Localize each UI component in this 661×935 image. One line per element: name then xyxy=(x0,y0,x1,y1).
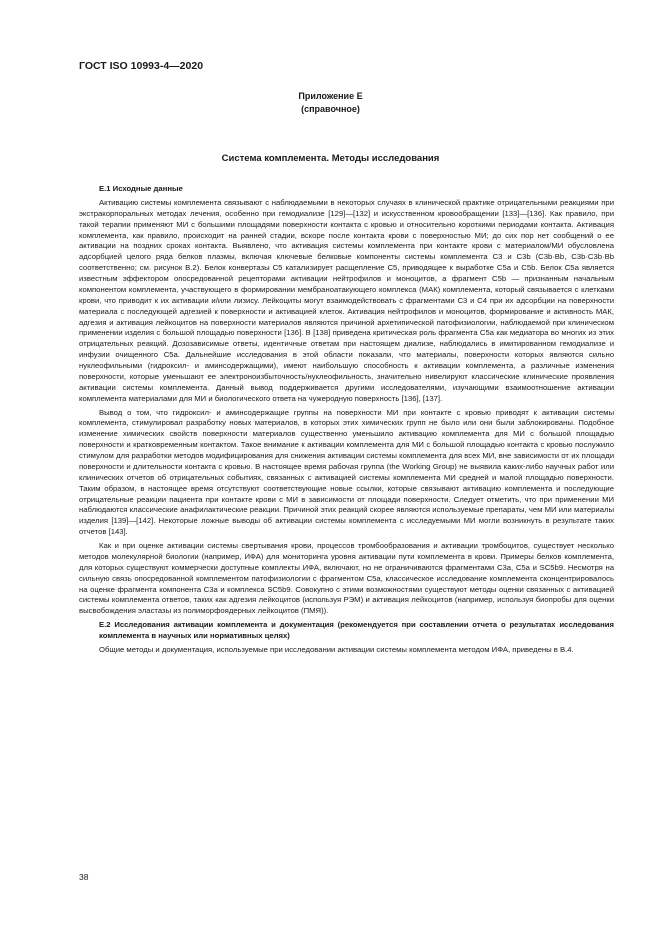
paragraph: Общие методы и документация, используемые при исследовании активации системы комплемента методом ИФА, приведены в В.4. xyxy=(99,644,574,654)
section-heading-e1: Е.1 Исходные данные xyxy=(99,184,183,193)
document-body xyxy=(79,184,614,659)
document-id-header: ГОСТ ISO 10993-4—2020 xyxy=(79,60,204,72)
page-title: Система комплемента. Методы исследования xyxy=(221,153,440,164)
paragraph: Как и при оценке активации системы свертывания крови, процессов тромбообразования и активации тромбоцитов, существует несколько методов молекулярной биологии (например, ИФА) для мониторинга уровня активации пути комплемента в крови. Примеры белков комплемента, для которых существуют коммерчески доступные комплекты ИФА, включают, но не ограничиваются фрагментами С3а, С5а и SC5b9. Несмотря на сильную связь опосредованной комплементом патофизиологии с фрагментом С5а, классическое исследование комплемента сконцентрировалось на оценке фрагмента компонента С3а и комплекса SC5b9. Совокупно с этими возможностями существуют методы оценки связанных с активацией системы комплемента ответов, таких как адгезия лейкоцитов (используя РЭМ) и активация лейкоцитов (например, используя биопробы для оценки высвобождения эластазы из полиморфоядерных лейкоцитов (ПМЯ)). xyxy=(79,541,614,616)
annex-label xyxy=(0,90,661,116)
paragraph: Вывод о том, что гидроксил- и аминсодержащие группы на поверхности МИ при контакте с кровью приводят к активации системы комплемента, стимулировал разработку новых материалов, в которых этих химических групп не было или они были заблокированы. Подобное изменение химических свойств поверхности материалов существенно уменьшило активацию комплемента для МИ с большой площадью поверхности и кратковременным контактом. Такое внимание к активации комплемента для МИ с большой площадью контакта с кровью послужило стимулом для разработки методов модифицирования для снижения активации системы комплемента для всех МИ, вне зависимости от их площади поверхности и длительности контакта с кровью. В настоящее время рабочая группа (the Working Group) не выявила каких-либо научных работ или клинических отчетов об отрицательных событиях, связанных с активацией системы комплемента МИ средней и малой площадью поверхности. Таким образом, в настоящее время отсутствуют соответствующие новые ссылки, которые связывают активацию комплемента и последующие отрицательные реакции пациента при контакте крови с МИ в зависимости от площади поверхности. Следует отметить, что при применении МИ наблюдаются классические анафилактические реакции. Причиной этих реакций скорее являются используемые препараты, чем МИ или материалы изделия [139]—[142]. Некоторые ложные выводы об активации системы комплемента с исследуемыми МИ могли возникнуть в результате таких отчетов [143]. xyxy=(79,407,614,537)
page-number: 38 xyxy=(79,872,89,882)
annex-title: Приложение Е xyxy=(298,91,363,101)
section-heading-e2: Е.2 Исследования активации комплемента и документация (рекомендуется при составлении отчета о результатах исследования комплемента в научных или нормативных целях) xyxy=(99,620,614,640)
paragraph: Активацию системы комплемента связывают с наблюдаемыми в некоторых случаях в клинической практике отрицательными реакциями при экстракорпоральных методах лечения, особенно при гемодиализе [129]—[132] и искусственном кровообращении [133]—[136]. Как правило, при такой терапии применяют МИ с большими площадями поверхности контакта с кровью и относительно короткими периодами контакта. Активация комплемента, как правило, происходит на ранней стадии, вскоре после контакта крови с поверхностью МИ; до сих пор нет сообщений о ее активации на поздних сроках контакта. Выявлено, что активация системы комплемента при контакте крови с материалом/МИ обусловлена адсорбцией целого ряда белков плазмы, включая ключевые белковые компоненты системы комплемента С3 и С3b (С3b·Bb, С3b·С3b·Bb соответственно; см. рисунок В.2). Белок конвертазы С5 катализирует расщепление С5, приводящее к выработке С5а и С5b. Белок С5а является известным эффектором опосредованной рецепторами активации нейтрофилов и моноцитов, а фрагмент С5b — признанным начальным компонентом комплемента, участвующего в формировании мембраноатакующего комплекса (МАК) комплемента, который связывается с клетками крови, что приводит к их активации и/или лизису. Лейкоциты могут взаимодействовать с фрагментами С3 и С4 при их адсорбции на поверхности материала с последующей адгезией к поверхности и активацией клеток. Активация нейтрофилов и моноцитов, формирование и активность МАК, адгезия и активация лейкоцитов на поверхности материалов являются причиной архетипической патофизиологии, наблюдаемой при клиническом применении изделия с большой площадью поверхности [136]. В [138] приведена критическая роль фрагмента С5а как медиатора во многих из этих отрицательных реакций. Дозозависимые ответы, идентичные ответам при настоящем диализе, наблюдались в имитированном гемодиализе и инфузии очищенного С5а. Дальнейшие исследования в этой области показали, что материалы, поверхности которых являются сильно нуклеофильными (гидроксил- и аминсодержащими), имеют наибольшую способность к активации комплемента, а различные изменения поверхности, которые уменьшают ее электроноизбыточность/нуклеофильность, значительно нивелируют классические клинические проявления активации системы комплемента. Данный вывод поддерживается другими исследователями, изучающими взаимоотношение активации комплемента материалами для МИ и биологического ответа на чужеродную поверхность [136], [137]. xyxy=(79,197,614,403)
annex-subtitle: (справочное) xyxy=(301,104,360,114)
